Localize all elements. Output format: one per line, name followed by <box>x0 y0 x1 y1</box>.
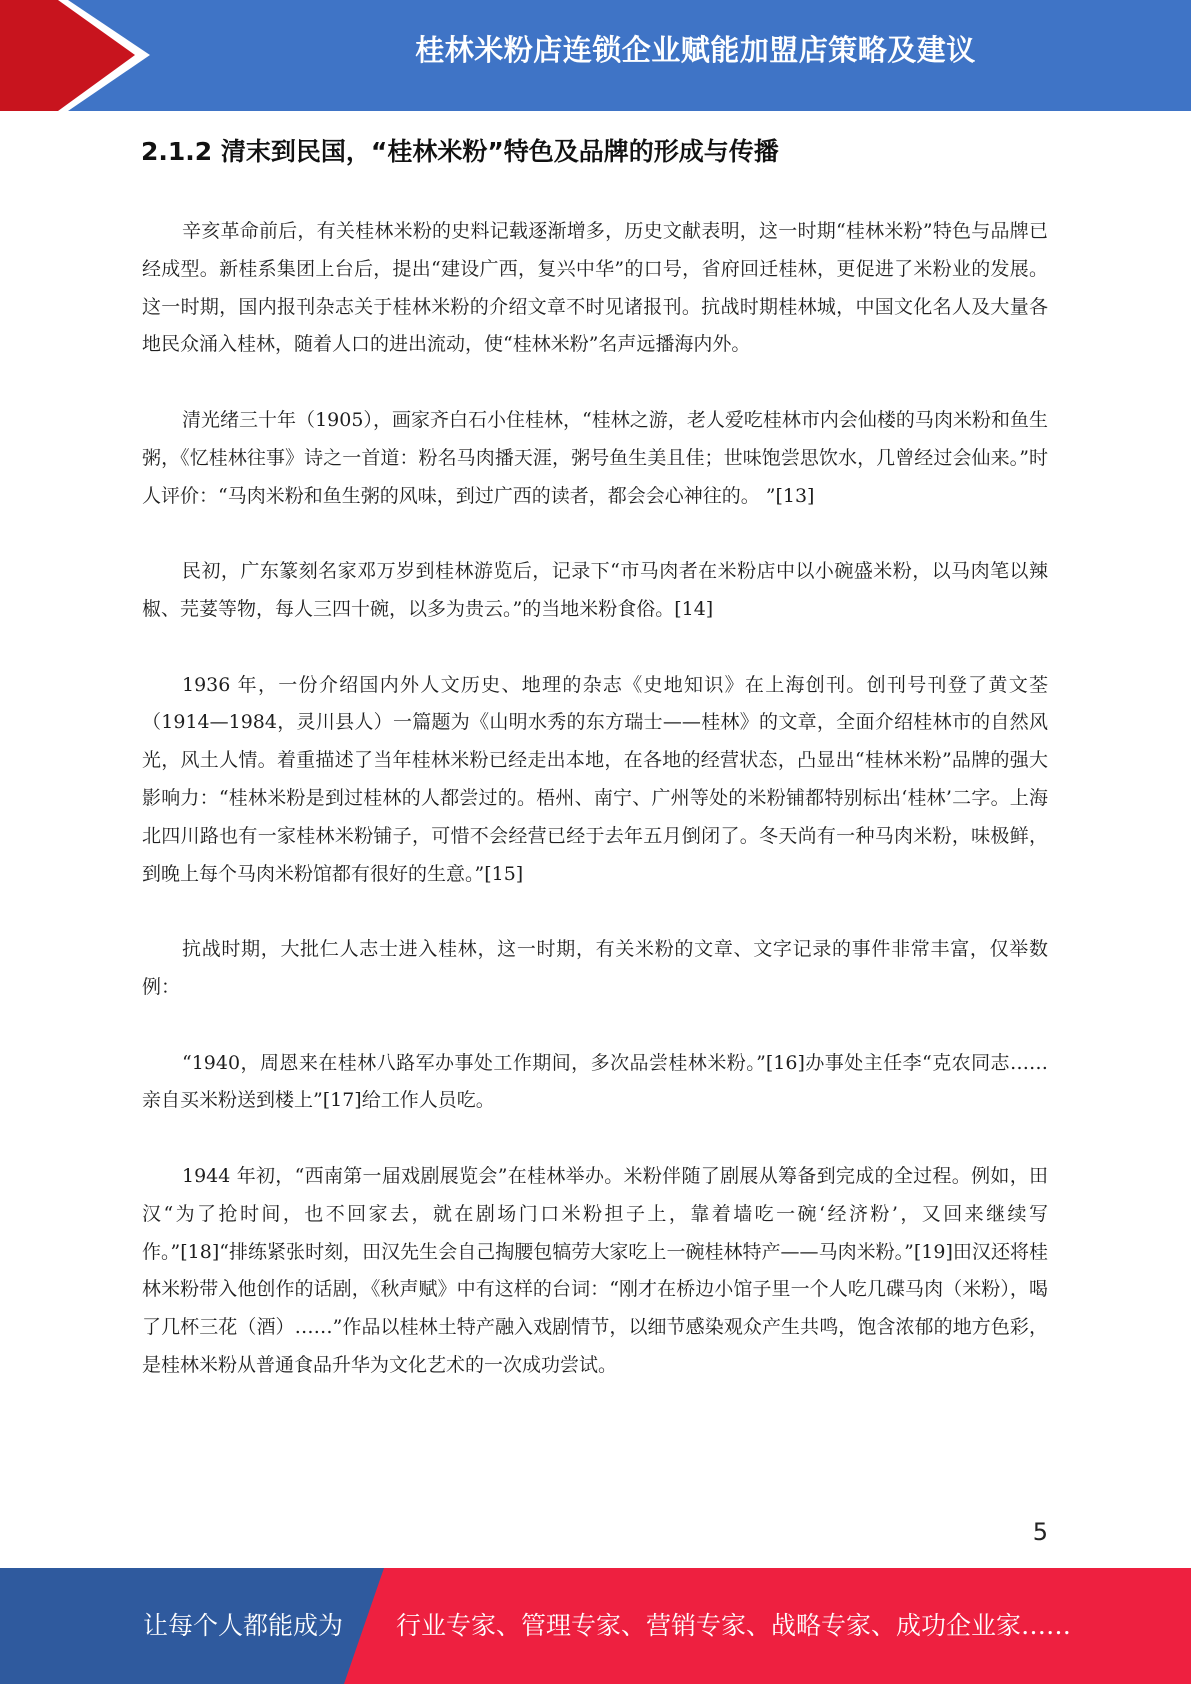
footer-slogan-left: 让每个人都能成为 <box>143 1611 344 1640</box>
paragraph: 1944 年初，“西南第一届戏剧展览会”在桂林举办。米粉伴随了剧展从筹备到完成的全过程。例如，田汉“为了抢时间，也不回家去，就在剧场门口米粉担子上，靠着墙吃一碗‘经济粉’，又回来继续写作。”[18]“排练紧张时刻，田汉先生会自己掏腰包犒劳大家吃上一碗桂林特产——马肉米粉。”[19]田汉还将桂林米粉带入他创作的话剧，《秋声赋》中有这样的台词：“刚才在桥边小馆子里一个人吃几碟马肉（米粉），喝了几杯三花（酒）……”作品以桂林土特产融入戏剧情节，以细节感染观众产生共鸣，饱含浓郁的地方色彩，是桂林米粉从普通食品升华为文化艺术的一次成功尝试。 <box>142 1164 1048 1376</box>
paragraph: 清光绪三十年（1905），画家齐白石小住桂林，“桂林之游，老人爱吃桂林市内会仙楼的马肉米粉和鱼生粥，《忆桂林往事》诗之一首道：粉名马肉播天涯，粥号鱼生美且佳；世味饱尝思饮水，几曾经过会仙来。”时人评价：“马肉米粉和鱼生粥的风味，到过广西的读者，都会会心神往的。 ”[13] <box>142 408 1048 507</box>
footer-slogan-right: 行业专家、管理专家、营销专家、战略专家、成功企业家…… <box>396 1611 1072 1640</box>
paragraph: 1936 年，一份介绍国内外人文历史、地理的杂志《史地知识》在上海创刊。创刊号刊登了黄文荃（1914—1984，灵川县人）一篇题为《山明水秀的东方瑞士——桂林》的文章，全面介绍桂林市的自然风光，风土人情。着重描述了当年桂林米粉已经走出本地，在各地的经营状态，凸显出“桂林米粉”品牌的强大影响力：“桂林米粉是到过桂林的人都尝过的。梧州、南宁、广州等处的米粉铺都特别标出‘桂林’二字。上海北四川路也有一家桂林米粉铺子，可惜不会经营已经于去年五月倒闭了。冬天尚有一种马肉米粉，味极鲜，到晚上每个马肉米粉馆都有很好的生意。”[15] <box>142 673 1048 885</box>
section-heading: 2.1.2 清末到民国，“桂林米粉”特色及品牌的形成与传播 <box>141 137 779 166</box>
body-text <box>142 213 1048 1423</box>
document-title: 桂林米粉店连锁企业赋能加盟店策略及建议 <box>415 33 976 67</box>
header-arrow-icon <box>0 0 160 111</box>
paragraph: “1940，周恩来在桂林八路军办事处工作期间，多次品尝桂林米粉。”[16]办事处主任李“克农同志……亲自买米粉送到楼上”[17]给工作人员吃。 <box>142 1051 1048 1112</box>
footer-band <box>0 1568 1191 1684</box>
paragraph: 辛亥革命前后，有关桂林米粉的史料记载逐渐增多，历史文献表明，这一时期“桂林米粉”特色与品牌已经成型。新桂系集团上台后，提出“建设广西，复兴中华”的口号，省府回迁桂林，更促进了米粉业的发展。这一时期，国内报刊杂志关于桂林米粉的介绍文章不时见诸报刊。抗战时期桂林城，中国文化名人及大量各地民众涌入桂林，随着人口的进出流动，使“桂林米粉”名声远播海内外。 <box>142 220 1048 356</box>
paragraph: 抗战时期，大批仁人志士进入桂林，这一时期，有关米粉的文章、文字记录的事件非常丰富，仅举数例： <box>142 938 1048 998</box>
paragraph: 民初，广东篆刻名家邓万岁到桂林游览后，记录下“市马肉者在米粉店中以小碗盛米粉，以马肉笔以辣椒、芫荽等物，每人三四十碗，以多为贵云。”的当地米粉食俗。[14] <box>142 560 1048 620</box>
page-number: 5 <box>1032 1518 1048 1546</box>
header-band <box>0 0 1191 111</box>
